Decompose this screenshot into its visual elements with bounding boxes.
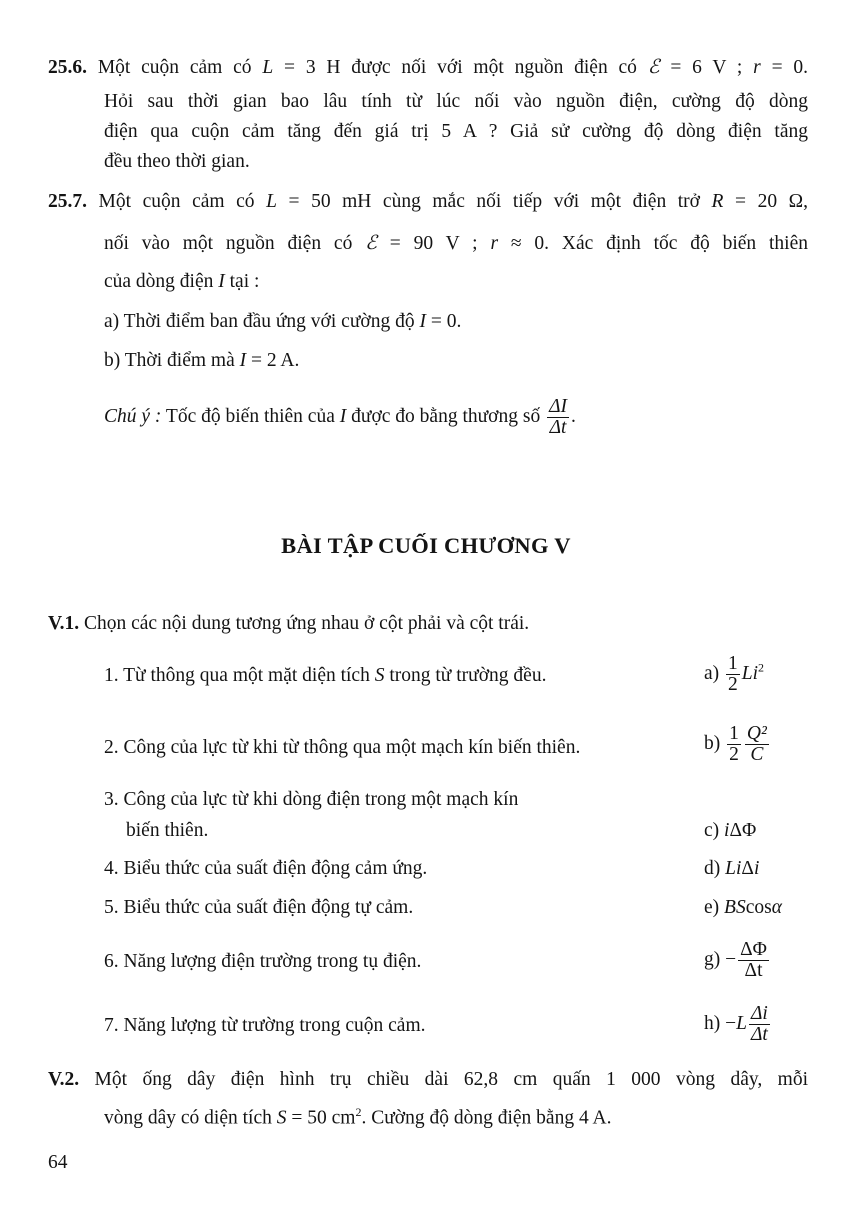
right-item [704, 724, 771, 765]
left-item [104, 857, 427, 881]
right-item [704, 940, 771, 981]
math-symbol: ℰ [365, 233, 377, 254]
text-segment: a) Thời điểm ban đầu ứng với cường độ [104, 311, 420, 332]
text-segment: = 20 Ω, [723, 191, 809, 212]
right-item [704, 654, 764, 695]
text-segment: cos [745, 897, 772, 918]
text-segment: = 90 V ; [376, 233, 491, 254]
text-segment: nối vào một nguồn điện có [104, 233, 366, 254]
numerator: 1 [729, 723, 739, 744]
exercise-number: V.1. [48, 613, 80, 634]
text-line [48, 1068, 808, 1092]
text-line [48, 190, 808, 214]
denominator: 2 [728, 674, 738, 695]
text-segment: đều theo thời gian. [104, 151, 250, 172]
text-line [104, 1100, 611, 1131]
text-segment: = 3 H được nối với một nguồn điện có [273, 57, 648, 78]
right-item [704, 896, 782, 920]
text-line [104, 349, 299, 373]
math-symbol: r [490, 233, 499, 254]
text-segment: Δ [741, 858, 754, 879]
text-line [48, 56, 808, 80]
math-symbol: i [724, 820, 730, 841]
math-symbol: BS [724, 897, 746, 918]
fraction [749, 1004, 770, 1045]
numerator: Q² [746, 723, 767, 744]
text-segment: được đo bằng thương số [346, 405, 546, 427]
text-line [104, 150, 250, 174]
math-symbol: I [218, 271, 225, 292]
fraction [726, 654, 740, 695]
numerator: Δi [750, 1003, 768, 1024]
text-segment: h) − [704, 1012, 737, 1034]
text-segment: trong từ trường đều. [384, 665, 547, 686]
text-segment: = 50 mH cùng mắc nối tiếp với một điện trở [276, 191, 712, 212]
denominator: C [750, 744, 764, 765]
text-segment: b) [704, 732, 726, 754]
text-segment: điện qua cuộn cảm tăng đến giá trị 5 A ? Giả sử cường độ dòng điện tăng [104, 121, 808, 142]
page-number: 64 [48, 1152, 68, 1173]
math-symbol: R [711, 191, 724, 212]
fraction [547, 397, 569, 438]
numerator: ΔI [549, 396, 568, 417]
text-segment: Một cuộn cảm có [87, 191, 267, 212]
text-segment: a) [704, 662, 725, 684]
text-segment: d) [704, 858, 726, 879]
math-symbol: Li [725, 858, 742, 879]
text-segment: 6. Năng lượng điện trường trong tụ điện. [104, 951, 422, 972]
text-segment: ≈ 0. Xác định tốc độ biến thiên [498, 233, 809, 254]
math-symbol: L [736, 1012, 747, 1034]
denominator: Δt [750, 1024, 768, 1045]
numerator: ΔΦ [740, 939, 767, 960]
fraction [738, 940, 769, 981]
left-item [104, 664, 546, 688]
right-item [704, 819, 756, 843]
section-heading: BÀI TẬP CUỐI CHƯƠNG V [281, 533, 571, 558]
text-segment: b) Thời điểm mà [104, 350, 240, 371]
math-symbol: S [276, 1107, 287, 1129]
text-segment: Một ống dây điện hình trụ chiều dài 62,8 cm quấn 1 000 vòng dây, mỗi [79, 1069, 808, 1090]
right-item [704, 1004, 772, 1045]
text-segment: = 50 cm [286, 1107, 356, 1129]
text-segment: c) [704, 820, 725, 841]
superscript: 2 [758, 660, 765, 675]
exercise-number: V.2. [48, 1069, 80, 1090]
left-item [104, 788, 518, 812]
fraction [745, 724, 769, 765]
text-segment: Một cuộn cảm có [87, 57, 263, 78]
text-segment: 2. Công của lực từ khi từ thông qua một mạch kín biến thiên. [104, 737, 581, 758]
text-segment: . Cường độ dòng điện bằng 4 A. [361, 1107, 612, 1129]
left-item [104, 950, 421, 974]
text-segment: vòng dây có diện tích [104, 1107, 277, 1129]
text-segment: 4. Biểu thức của suất điện động cảm ứng. [104, 858, 428, 879]
math-symbol: I [339, 405, 347, 427]
text-segment: = 6 V ; [659, 57, 754, 78]
math-symbol: i [753, 858, 760, 879]
math-symbol: I [239, 350, 247, 371]
left-item [104, 896, 413, 920]
math-symbol: I [419, 311, 426, 332]
math-symbol: α [771, 897, 782, 918]
text-segment: e) [704, 897, 725, 918]
text-segment: 5. Biểu thức của suất điện động tự cảm. [104, 897, 414, 918]
text-segment: của dòng điện [104, 271, 219, 292]
note-line [104, 397, 576, 438]
text-segment: 7. Năng lượng từ trường trong cuộn cảm. [104, 1015, 426, 1036]
math-symbol: S [374, 665, 385, 686]
text-line [104, 310, 461, 334]
text-segment: = 0. [425, 311, 462, 332]
math-symbol: Chú ý : [104, 405, 162, 427]
text-line [48, 612, 529, 636]
exercise-number: 25.6. [48, 57, 87, 78]
text-segment: = 2 A. [246, 350, 300, 371]
text-segment: Hỏi sau thời gian bao lâu tính từ lúc nối vào nguồn điện, cường độ dòng [104, 91, 808, 112]
right-item [704, 857, 759, 881]
text-segment: Tốc độ biến thiên của [161, 405, 340, 427]
text-line [104, 232, 808, 256]
text-line [104, 120, 808, 144]
text-segment: ΔΦ [729, 820, 757, 841]
left-item [104, 736, 580, 760]
denominator: 2 [729, 744, 739, 765]
denominator: Δt [549, 417, 567, 438]
text-line [104, 90, 808, 114]
text-line [104, 270, 259, 294]
math-symbol: ℰ [647, 57, 660, 78]
fraction [727, 724, 741, 765]
exercise-number: 25.7. [48, 191, 87, 212]
superscript: 2 [355, 1105, 362, 1119]
math-symbol: L [262, 57, 274, 78]
left-item [104, 1014, 425, 1038]
left-item [126, 819, 208, 843]
text-segment: . [571, 405, 576, 427]
text-segment: 3. Công của lực từ khi dòng điện trong một mạch kín [104, 789, 519, 810]
math-symbol: Li [741, 662, 759, 684]
math-symbol: r [753, 57, 761, 78]
text-segment: biến thiên. [126, 820, 209, 841]
text-segment: g) − [704, 948, 737, 970]
math-symbol: L [266, 191, 277, 212]
text-segment: 1. Từ thông qua một mặt diện tích [104, 665, 375, 686]
numerator: 1 [728, 653, 738, 674]
denominator: Δt [744, 960, 763, 981]
text-segment: = 0. [760, 57, 808, 78]
text-segment: Chọn các nội dung tương ứng nhau ở cột phải và cột trái. [79, 613, 530, 634]
text-segment: tại : [224, 271, 260, 292]
